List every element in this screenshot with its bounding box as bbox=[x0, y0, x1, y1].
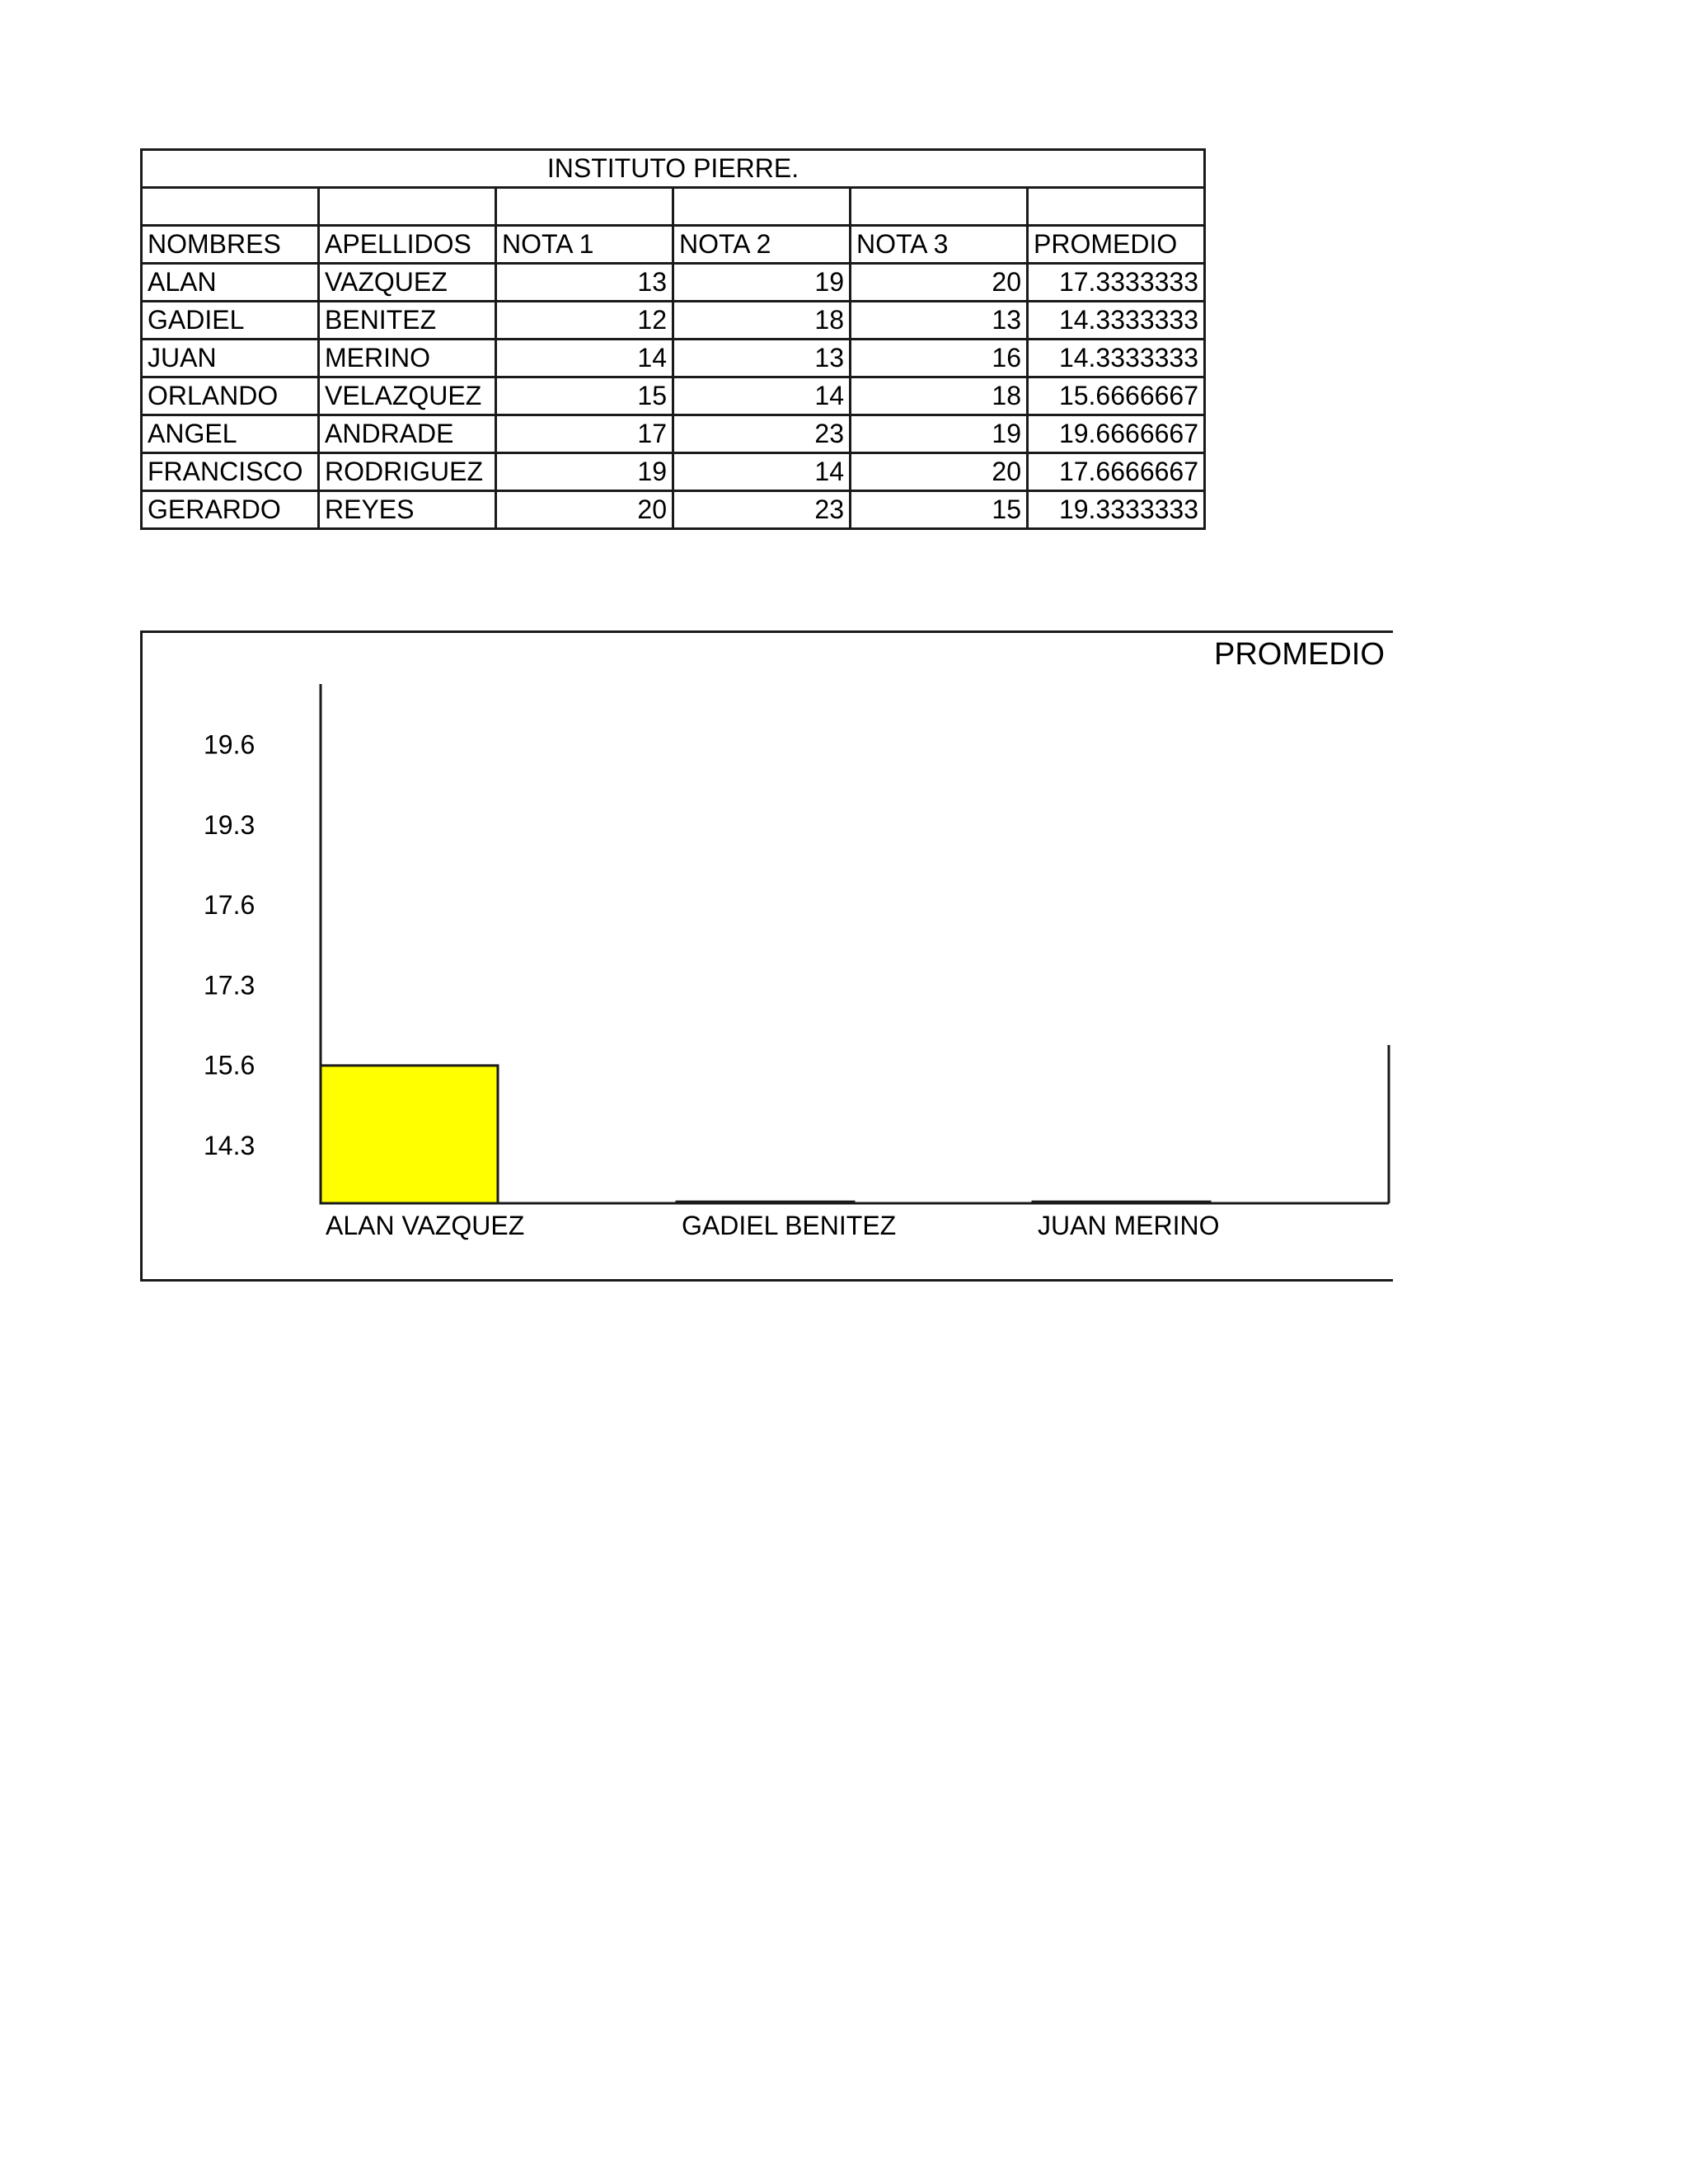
table-row bbox=[142, 264, 1205, 302]
blank-cell bbox=[1028, 188, 1205, 226]
table-header-row bbox=[142, 226, 1205, 264]
blank-cell bbox=[142, 188, 319, 226]
y-tick-label: 17.3 bbox=[204, 970, 256, 1001]
table-row bbox=[142, 453, 1205, 491]
table-cell: 19 bbox=[496, 453, 673, 491]
table-cell: BENITEZ bbox=[319, 302, 496, 340]
table-cell: 19 bbox=[673, 264, 851, 302]
table-cell: GADIEL bbox=[142, 302, 319, 340]
table-cell: 19.6666667 bbox=[1028, 415, 1205, 453]
promedio-bar-chart bbox=[143, 633, 1395, 1284]
table-cell: 20 bbox=[496, 491, 673, 529]
table-cell: ANGEL bbox=[142, 415, 319, 453]
table-row bbox=[142, 302, 1205, 340]
table-cell: 17.6666667 bbox=[1028, 453, 1205, 491]
blank-cell bbox=[319, 188, 496, 226]
table-cell: VAZQUEZ bbox=[319, 264, 496, 302]
table-cell: 20 bbox=[851, 264, 1028, 302]
y-tick-label: 19.3 bbox=[204, 809, 256, 840]
y-tick-label: 15.6 bbox=[204, 1050, 256, 1080]
header-nota-3: NOTA 3 bbox=[851, 226, 1028, 264]
header-apellidos: APELLIDOS bbox=[319, 226, 496, 264]
header-nota-2: NOTA 2 bbox=[673, 226, 851, 264]
table-cell: GERARDO bbox=[142, 491, 319, 529]
grades-table bbox=[140, 148, 1206, 530]
table-cell: ANDRADE bbox=[319, 415, 496, 453]
table-cell: 19.3333333 bbox=[1028, 491, 1205, 529]
table-cell: 15 bbox=[496, 377, 673, 415]
blank-cell bbox=[496, 188, 673, 226]
table-cell: 20 bbox=[851, 453, 1028, 491]
table-row bbox=[142, 415, 1205, 453]
table-cell: 14.3333333 bbox=[1028, 340, 1205, 377]
table-cell: 17 bbox=[496, 415, 673, 453]
y-tick-label: 19.6 bbox=[204, 729, 256, 760]
table-cell: 15 bbox=[851, 491, 1028, 529]
header-nombres: NOMBRES bbox=[142, 226, 319, 264]
table-cell: 19 bbox=[851, 415, 1028, 453]
table-cell: VELAZQUEZ bbox=[319, 377, 496, 415]
table-cell: 14.3333333 bbox=[1028, 302, 1205, 340]
header-promedio: PROMEDIO bbox=[1028, 226, 1205, 264]
table-row bbox=[142, 340, 1205, 377]
table-cell: 13 bbox=[851, 302, 1028, 340]
table-cell: 16 bbox=[851, 340, 1028, 377]
table-title: INSTITUTO PIERRE. bbox=[142, 150, 1205, 188]
table-cell: 14 bbox=[496, 340, 673, 377]
chart-container bbox=[140, 630, 1393, 1282]
table-cell: FRANCISCO bbox=[142, 453, 319, 491]
table-cell: 18 bbox=[851, 377, 1028, 415]
table-cell: 17.3333333 bbox=[1028, 264, 1205, 302]
table-row bbox=[142, 377, 1205, 415]
table-cell: JUAN bbox=[142, 340, 319, 377]
table-cell: 15.6666667 bbox=[1028, 377, 1205, 415]
table-cell: RODRIGUEZ bbox=[319, 453, 496, 491]
table-cell: REYES bbox=[319, 491, 496, 529]
x-category-label: JUAN MERINO bbox=[1038, 1211, 1220, 1240]
table-cell: 12 bbox=[496, 302, 673, 340]
blank-cell bbox=[851, 188, 1028, 226]
table-cell: MERINO bbox=[319, 340, 496, 377]
table-cell: ORLANDO bbox=[142, 377, 319, 415]
table-cell: 13 bbox=[673, 340, 851, 377]
y-tick-label: 17.6 bbox=[204, 890, 256, 921]
bar bbox=[321, 1066, 498, 1203]
table-cell: 23 bbox=[673, 415, 851, 453]
x-category-label: ALAN VAZQUEZ bbox=[326, 1211, 525, 1240]
y-tick-label: 14.3 bbox=[204, 1131, 256, 1160]
table-cell: 23 bbox=[673, 491, 851, 529]
table-cell: ALAN bbox=[142, 264, 319, 302]
header-nota-1: NOTA 1 bbox=[496, 226, 673, 264]
table-cell: 13 bbox=[496, 264, 673, 302]
table-cell: 14 bbox=[673, 453, 851, 491]
x-category-label: GADIEL BENITEZ bbox=[682, 1211, 897, 1240]
blank-cell bbox=[673, 188, 851, 226]
table-title-row bbox=[142, 150, 1205, 188]
table-cell: 14 bbox=[673, 377, 851, 415]
table-blank-row bbox=[142, 188, 1205, 226]
table-cell: 18 bbox=[673, 302, 851, 340]
chart-title: PROMEDIO bbox=[1214, 637, 1385, 672]
table-row bbox=[142, 491, 1205, 529]
